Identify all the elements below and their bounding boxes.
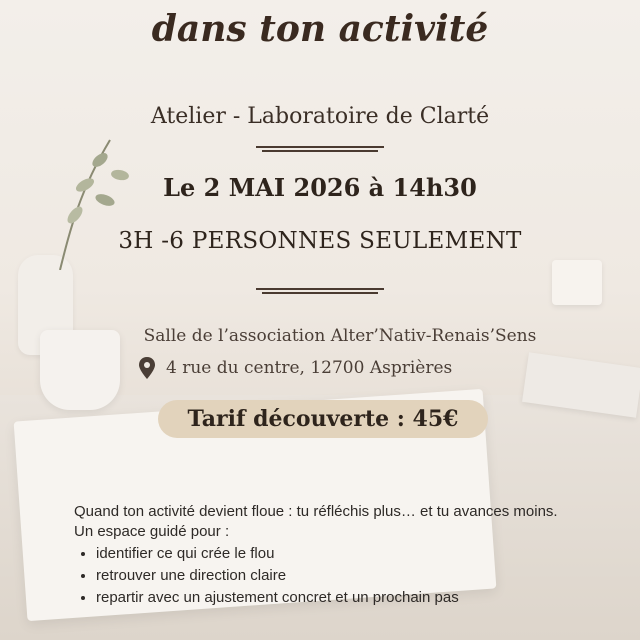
list-item: • identifier ce qui crée le flou bbox=[96, 544, 594, 564]
location-pin-icon bbox=[138, 357, 156, 379]
address-text: 4 rue du centre, 12700 Asprières bbox=[166, 358, 453, 378]
candle-decoration bbox=[552, 260, 602, 305]
divider-top bbox=[256, 146, 384, 152]
page-title: dans ton activité bbox=[151, 8, 489, 50]
description bbox=[74, 502, 594, 610]
benefits-list bbox=[74, 544, 594, 608]
address-line bbox=[138, 357, 452, 379]
divider-bottom bbox=[256, 288, 384, 294]
list-item: • retrouver une direction claire bbox=[96, 566, 594, 586]
price-badge: Tarif découverte : 45€ bbox=[158, 400, 488, 438]
description-lead: Un espace guidé pour : bbox=[74, 523, 230, 540]
venue-name: Salle de l’association Alter’Nativ-Renais’Sens bbox=[143, 326, 537, 346]
list-item: • repartir avec un ajustement concret et un prochain pas bbox=[96, 588, 594, 608]
workshop-subtitle: Atelier - Laboratoire de Clarté bbox=[150, 104, 490, 129]
event-capacity: 3H -6 PERSONNES SEULEMENT bbox=[118, 228, 522, 254]
description-intro: Quand ton activité devient floue : tu réfléchis plus… et tu avances moins. bbox=[74, 503, 558, 520]
event-date: Le 2 MAI 2026 à 14h30 bbox=[163, 173, 477, 202]
